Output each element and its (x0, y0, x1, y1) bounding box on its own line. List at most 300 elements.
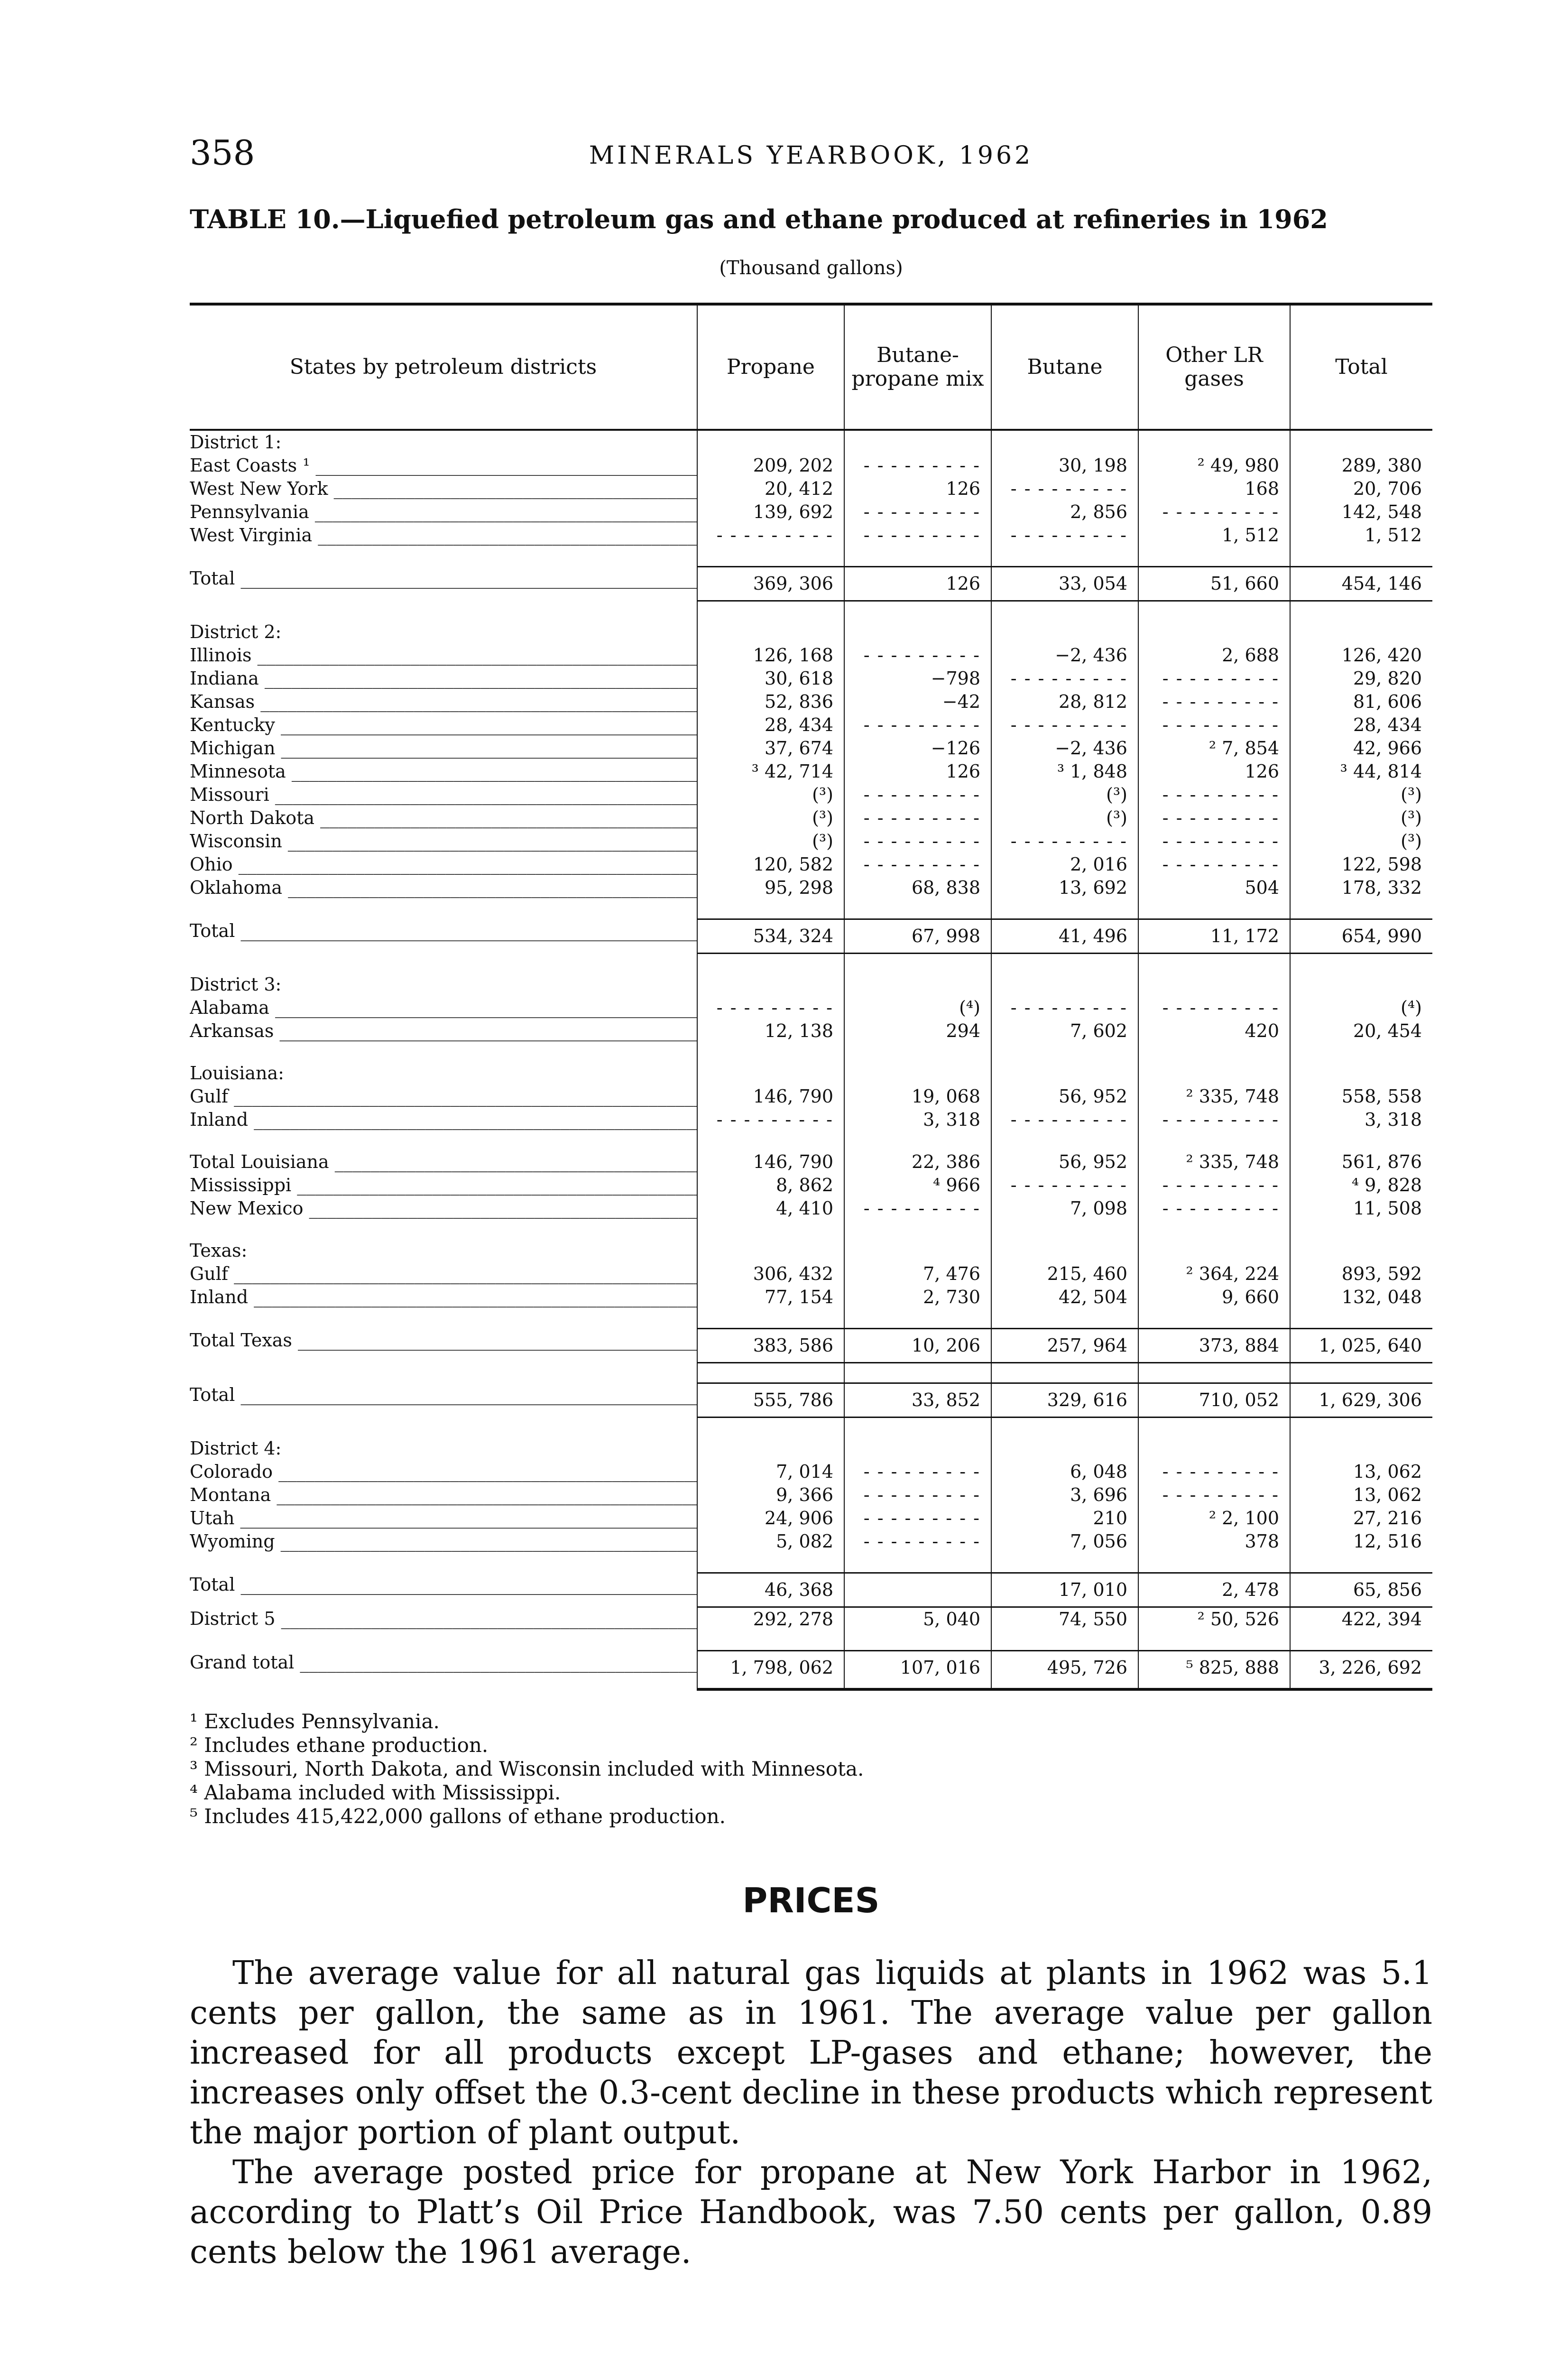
cell-value: - - - - - - - - - (991, 477, 1138, 500)
cell-value: 11, 172 (1138, 919, 1290, 954)
cell-value: - - - - - - - - - (1138, 1460, 1290, 1483)
row-label: Gulf _____ (190, 1085, 697, 1108)
total-row (190, 1651, 1432, 1690)
cell-value: - - - - - - - - - (844, 783, 991, 806)
cell-value: 28, 434 (697, 713, 844, 737)
cell-value: 13, 062 (1290, 1483, 1432, 1507)
table-row (190, 1286, 1432, 1309)
cell-value: 20, 706 (1290, 477, 1432, 500)
cell-value: 52, 836 (697, 690, 844, 713)
cell-value: - - - - - - - - - (991, 667, 1138, 690)
cell-value: 257, 964 (991, 1329, 1138, 1363)
cell-value (991, 621, 1138, 644)
cell-value (844, 430, 991, 454)
footnote: ² Includes ethane production. (190, 1733, 489, 1757)
cell-value: ⁴ 9, 828 (1290, 1174, 1432, 1197)
cell-value (1138, 1062, 1290, 1085)
cell-value: −2, 436 (991, 644, 1138, 667)
cell-value: (³) (991, 806, 1138, 830)
cell-value: - - - - - - - - - (1138, 690, 1290, 713)
cell-value: (⁴) (1290, 996, 1432, 1019)
cell-value: 495, 726 (991, 1651, 1138, 1690)
cell-value: 378 (1138, 1530, 1290, 1553)
cell-value: 126 (844, 760, 991, 783)
table-row (190, 830, 1432, 853)
table-row (190, 454, 1432, 477)
cell-value: 122, 598 (1290, 853, 1432, 876)
table-row (190, 667, 1432, 690)
spacer-row (190, 899, 1432, 919)
table-row (190, 1150, 1432, 1174)
cell-value: - - - - - - - - - (844, 524, 991, 547)
cell-value: 65, 856 (1290, 1573, 1432, 1607)
cell-value: 3, 696 (991, 1483, 1138, 1507)
table-row (190, 500, 1432, 524)
table-row (190, 1460, 1432, 1483)
cell-value: - - - - - - - - - (991, 713, 1138, 737)
total-row (190, 919, 1432, 954)
lpg-production-table (190, 303, 1432, 1691)
cell-value (697, 1239, 844, 1262)
cell-value: 142, 548 (1290, 500, 1432, 524)
cell-value: - - - - - - - - - (1138, 853, 1290, 876)
cell-value: - - - - - - - - - (844, 1460, 991, 1483)
spacer-row (190, 1131, 1432, 1150)
cell-value: (³) (1290, 830, 1432, 853)
table-row (190, 783, 1432, 806)
cell-value (991, 1239, 1138, 1262)
table-row (190, 1607, 1432, 1631)
cell-value: (⁴) (844, 996, 991, 1019)
cell-value: (³) (991, 783, 1138, 806)
cell-value: 126 (1138, 760, 1290, 783)
cell-value: ² 2, 100 (1138, 1507, 1290, 1530)
total-row (190, 567, 1432, 601)
cell-value: 7, 098 (991, 1197, 1138, 1220)
spacer-row (190, 547, 1432, 567)
cell-value: - - - - - - - - - (1138, 783, 1290, 806)
cell-value (1138, 621, 1290, 644)
cell-value: 10, 206 (844, 1329, 991, 1363)
row-label: Total Texas _____ (190, 1329, 697, 1363)
table-row (190, 1108, 1432, 1131)
cell-value: 126 (844, 477, 991, 500)
cell-value: 420 (1138, 1019, 1290, 1043)
cell-value: 558, 558 (1290, 1085, 1432, 1108)
cell-value: - - - - - - - - - (844, 1197, 991, 1220)
row-label: Mississippi _____ (190, 1174, 697, 1197)
cell-value: 12, 516 (1290, 1530, 1432, 1553)
cell-value: ² 49, 980 (1138, 454, 1290, 477)
cell-value: - - - - - - - - - (844, 644, 991, 667)
cell-value: ⁴ 966 (844, 1174, 991, 1197)
row-label: Colorado _____ (190, 1460, 697, 1483)
cell-value: - - - - - - - - - (1138, 996, 1290, 1019)
spacer-row (190, 1043, 1432, 1062)
journal-title: MINERALS YEARBOOK, 1962 (589, 141, 1033, 170)
cell-value: 46, 368 (697, 1573, 844, 1607)
cell-value: - - - - - - - - - (991, 524, 1138, 547)
cell-value: 1, 512 (1290, 524, 1432, 547)
cell-value (844, 973, 991, 996)
row-label: Louisiana: (190, 1063, 284, 1084)
cell-value: 306, 432 (697, 1262, 844, 1286)
table-row (190, 1507, 1432, 1530)
cell-value: (³) (697, 783, 844, 806)
cell-value: - - - - - - - - - (1138, 500, 1290, 524)
total-row (190, 1383, 1432, 1418)
table-row (190, 1085, 1432, 1108)
row-label: North Dakota _____ (190, 806, 697, 830)
cell-value (1138, 1437, 1290, 1460)
total-row (190, 1329, 1432, 1363)
cell-value: 41, 496 (991, 919, 1138, 954)
cell-value (1290, 621, 1432, 644)
cell-value: 4, 410 (697, 1197, 844, 1220)
cell-value: - - - - - - - - - (1138, 1483, 1290, 1507)
row-label: Total Louisiana _____ (190, 1150, 697, 1174)
total-row (190, 1573, 1432, 1607)
table-row (190, 1019, 1432, 1043)
table-row (190, 806, 1432, 830)
cell-value: 19, 068 (844, 1085, 991, 1108)
paragraph: The average posted price for propane at New York Harbor in 1962, according to Platt’s Oil Price Handbook, was 7.50 cents per gallon, 0.89 cents below the 1961 average. (190, 2154, 1432, 2271)
spacer-row (190, 1418, 1432, 1437)
footnote: ⁵ Includes 415,422,000 gallons of ethane production. (190, 1805, 726, 1828)
cell-value (991, 430, 1138, 454)
row-label: Montana _____ (190, 1483, 697, 1507)
cell-value: 77, 154 (697, 1286, 844, 1309)
column-header-total: Total (1290, 304, 1432, 430)
row-label: District 4: (190, 1438, 282, 1459)
cell-value: ³ 1, 848 (991, 760, 1138, 783)
cell-value: - - - - - - - - - (697, 524, 844, 547)
cell-value: 3, 226, 692 (1290, 1651, 1432, 1690)
table-row (190, 853, 1432, 876)
cell-value: −126 (844, 737, 991, 760)
cell-value: 3, 318 (1290, 1108, 1432, 1131)
cell-value (697, 621, 844, 644)
cell-value: 168 (1138, 477, 1290, 500)
cell-value: - - - - - - - - - (844, 1483, 991, 1507)
cell-value: 146, 790 (697, 1085, 844, 1108)
cell-value: 22, 386 (844, 1150, 991, 1174)
row-label: Texas: (190, 1240, 248, 1261)
row-label: Minnesota _____ (190, 760, 697, 783)
cell-value (1290, 973, 1432, 996)
row-label: Total _____ (190, 1573, 697, 1607)
cell-value: 68, 838 (844, 876, 991, 899)
cell-value (1138, 430, 1290, 454)
cell-value: - - - - - - - - - (697, 996, 844, 1019)
cell-value: (³) (1290, 783, 1432, 806)
row-label: Total _____ (190, 567, 697, 601)
cell-value: (³) (697, 806, 844, 830)
cell-value: 67, 998 (844, 919, 991, 954)
cell-value (1290, 1437, 1432, 1460)
footnote: ³ Missouri, North Dakota, and Wisconsin included with Minnesota. (190, 1757, 864, 1780)
cell-value: −42 (844, 690, 991, 713)
cell-value: 28, 434 (1290, 713, 1432, 737)
table-row (190, 690, 1432, 713)
group-header-row (190, 1437, 1432, 1460)
row-label: District 1: (190, 432, 282, 453)
table-body (190, 430, 1432, 1689)
cell-value: ² 335, 748 (1138, 1085, 1290, 1108)
table-row (190, 737, 1432, 760)
row-label: Utah _____ (190, 1507, 697, 1530)
row-label: West Virginia _____ (190, 524, 697, 547)
table-row (190, 996, 1432, 1019)
cell-value: 146, 790 (697, 1150, 844, 1174)
row-label: Alabama _____ (190, 996, 697, 1019)
cell-value: 11, 508 (1290, 1197, 1432, 1220)
cell-value (844, 1437, 991, 1460)
body-text (190, 1954, 1432, 2272)
cell-value: 373, 884 (1138, 1329, 1290, 1363)
cell-value: ⁵ 825, 888 (1138, 1651, 1290, 1690)
cell-value: 7, 014 (697, 1460, 844, 1483)
cell-value: 120, 582 (697, 853, 844, 876)
cell-value: - - - - - - - - - (991, 996, 1138, 1019)
page-number: 358 (190, 133, 255, 173)
spacer-row (190, 1309, 1432, 1329)
cell-value: 210 (991, 1507, 1138, 1530)
row-label: Total _____ (190, 919, 697, 954)
cell-value: - - - - - - - - - (1138, 1197, 1290, 1220)
cell-value (844, 1239, 991, 1262)
cell-value: 24, 906 (697, 1507, 844, 1530)
cell-value: 555, 786 (697, 1383, 844, 1418)
cell-value: 893, 592 (1290, 1262, 1432, 1286)
spacer-row (190, 1363, 1432, 1383)
cell-value: 13, 692 (991, 876, 1138, 899)
cell-value: 12, 138 (697, 1019, 844, 1043)
cell-value: 369, 306 (697, 567, 844, 601)
cell-value: 5, 082 (697, 1530, 844, 1553)
table-row (190, 1483, 1432, 1507)
cell-value: 1, 629, 306 (1290, 1383, 1432, 1418)
cell-value: 329, 616 (991, 1383, 1138, 1418)
paragraph: The average value for all natural gas liquids at plants in 1962 was 5.1 cents per gallon, the same as in 1961. The average value per gallon increased for all products except LP-gases and ethane; however, the increases only offset the 0.3-cent decline in these products which represent the major portion of plant output. (190, 1955, 1432, 2151)
cell-value: 33, 852 (844, 1383, 991, 1418)
table-row (190, 713, 1432, 737)
cell-value: (³) (697, 830, 844, 853)
table-row (190, 1530, 1432, 1553)
cell-value: 215, 460 (991, 1262, 1138, 1286)
row-label: District 3: (190, 974, 282, 995)
cell-value: 74, 550 (991, 1607, 1138, 1631)
cell-value: - - - - - - - - - (991, 830, 1138, 853)
section-heading: PRICES (742, 1881, 880, 1920)
cell-value: - - - - - - - - - (991, 1108, 1138, 1131)
cell-value (844, 1062, 991, 1085)
table-row (190, 1262, 1432, 1286)
cell-value (1290, 430, 1432, 454)
cell-value (1290, 1239, 1432, 1262)
table-row (190, 760, 1432, 783)
row-label: Arkansas _____ (190, 1019, 697, 1043)
spacer-row (190, 954, 1432, 973)
row-label: Total _____ (190, 1383, 697, 1418)
table-row (190, 1197, 1432, 1220)
cell-value (1138, 1239, 1290, 1262)
page (190, 133, 1432, 2372)
cell-value: - - - - - - - - - (1138, 806, 1290, 830)
cell-value: 383, 586 (697, 1329, 844, 1363)
cell-value: - - - - - - - - - (844, 454, 991, 477)
cell-value: ³ 44, 814 (1290, 760, 1432, 783)
cell-value (1290, 1062, 1432, 1085)
cell-value (1138, 973, 1290, 996)
cell-value: 51, 660 (1138, 567, 1290, 601)
running-head (190, 133, 1432, 190)
cell-value (991, 973, 1138, 996)
cell-value: 209, 202 (697, 454, 844, 477)
cell-value: 8, 862 (697, 1174, 844, 1197)
cell-value: 7, 602 (991, 1019, 1138, 1043)
cell-value (697, 1062, 844, 1085)
cell-value: 2, 730 (844, 1286, 991, 1309)
cell-value: 289, 380 (1290, 454, 1432, 477)
cell-value: 6, 048 (991, 1460, 1138, 1483)
cell-value: 95, 298 (697, 876, 844, 899)
cell-value: ² 335, 748 (1138, 1150, 1290, 1174)
cell-value: - - - - - - - - - (844, 806, 991, 830)
cell-value: - - - - - - - - - (697, 1108, 844, 1131)
cell-value: ³ 42, 714 (697, 760, 844, 783)
cell-value: 20, 412 (697, 477, 844, 500)
table-footnotes (190, 1710, 1432, 1828)
cell-value: (³) (1290, 806, 1432, 830)
row-label: Wyoming _____ (190, 1530, 697, 1553)
row-label: New Mexico _____ (190, 1197, 697, 1220)
footnote: ¹ Excludes Pennsylvania. (190, 1710, 440, 1733)
column-header-butane-propane-mix: Butane-propane mix (844, 304, 991, 430)
cell-value: 139, 692 (697, 500, 844, 524)
row-label: Pennsylvania _____ (190, 500, 697, 524)
cell-value: 30, 198 (991, 454, 1138, 477)
table-row (190, 477, 1432, 500)
cell-value: 42, 966 (1290, 737, 1432, 760)
cell-value: - - - - - - - - - (844, 1507, 991, 1530)
cell-value: 9, 660 (1138, 1286, 1290, 1309)
cell-value: 178, 332 (1290, 876, 1432, 899)
cell-value: - - - - - - - - - (844, 500, 991, 524)
footnote: ⁴ Alabama included with Mississippi. (190, 1781, 561, 1804)
table-row (190, 876, 1432, 899)
table-caption: TABLE 10.—Liquefied petroleum gas and ethane produced at refineries in 1962 (190, 204, 1328, 234)
cell-value: 2, 478 (1138, 1573, 1290, 1607)
cell-value: 132, 048 (1290, 1286, 1432, 1309)
cell-value: 294 (844, 1019, 991, 1043)
spacer-row (190, 1220, 1432, 1239)
table-row (190, 1174, 1432, 1197)
table-units: (Thousand gallons) (719, 257, 903, 279)
cell-value: ² 7, 854 (1138, 737, 1290, 760)
row-label: Wisconsin _____ (190, 830, 697, 853)
cell-value: - - - - - - - - - (844, 830, 991, 853)
cell-value: 1, 798, 062 (697, 1651, 844, 1690)
cell-value: 7, 056 (991, 1530, 1138, 1553)
row-label: East Coasts ¹ _____ (190, 454, 697, 477)
row-label: Kansas _____ (190, 690, 697, 713)
cell-value: −2, 436 (991, 737, 1138, 760)
cell-value: 504 (1138, 876, 1290, 899)
cell-value: ² 50, 526 (1138, 1607, 1290, 1631)
cell-value: ² 364, 224 (1138, 1262, 1290, 1286)
row-label: Gulf _____ (190, 1262, 697, 1286)
table-row (190, 644, 1432, 667)
cell-value: 454, 146 (1290, 567, 1432, 601)
column-header-states: States by petroleum districts (190, 304, 697, 430)
cell-value: 81, 606 (1290, 690, 1432, 713)
row-label: Illinois _____ (190, 644, 697, 667)
column-header-butane: Butane (991, 304, 1138, 430)
group-header-row (190, 973, 1432, 996)
row-label: Ohio _____ (190, 853, 697, 876)
column-header-propane: Propane (697, 304, 844, 430)
cell-value: 126, 420 (1290, 644, 1432, 667)
row-label: Oklahoma _____ (190, 876, 697, 899)
cell-value: 126 (844, 567, 991, 601)
cell-value: 1, 025, 640 (1290, 1329, 1432, 1363)
cell-value: 561, 876 (1290, 1150, 1432, 1174)
cell-value (697, 430, 844, 454)
cell-value: 29, 820 (1290, 667, 1432, 690)
spacer-row (190, 1553, 1432, 1573)
table-row (190, 524, 1432, 547)
cell-value: 13, 062 (1290, 1460, 1432, 1483)
row-label: District 5 _____ (190, 1607, 697, 1631)
group-header-row (190, 1239, 1432, 1262)
cell-value: 56, 952 (991, 1150, 1138, 1174)
cell-value (844, 621, 991, 644)
cell-value: - - - - - - - - - (1138, 1174, 1290, 1197)
cell-value: 42, 504 (991, 1286, 1138, 1309)
cell-value: 20, 454 (1290, 1019, 1432, 1043)
cell-value: 422, 394 (1290, 1607, 1432, 1631)
row-label: Grand total _____ (190, 1651, 697, 1690)
cell-value: 7, 476 (844, 1262, 991, 1286)
cell-value: −798 (844, 667, 991, 690)
cell-value: 37, 674 (697, 737, 844, 760)
row-label: Inland _____ (190, 1108, 697, 1131)
cell-value: 17, 010 (991, 1573, 1138, 1607)
cell-value: - - - - - - - - - (844, 713, 991, 737)
cell-value: - - - - - - - - - (844, 1530, 991, 1553)
table-header-row (190, 304, 1432, 430)
cell-value: 27, 216 (1290, 1507, 1432, 1530)
cell-value: 33, 054 (991, 567, 1138, 601)
cell-value: - - - - - - - - - (1138, 1108, 1290, 1131)
cell-value: 2, 016 (991, 853, 1138, 876)
cell-value: - - - - - - - - - (1138, 667, 1290, 690)
cell-value: 107, 016 (844, 1651, 991, 1690)
row-label: West New York _____ (190, 477, 697, 500)
cell-value (697, 1437, 844, 1460)
cell-value: 292, 278 (697, 1607, 844, 1631)
cell-value: 2, 856 (991, 500, 1138, 524)
cell-value: 28, 812 (991, 690, 1138, 713)
cell-value: 2, 688 (1138, 644, 1290, 667)
row-label: Indiana _____ (190, 667, 697, 690)
row-label: Kentucky _____ (190, 713, 697, 737)
group-header-row (190, 1062, 1432, 1085)
spacer-row (190, 601, 1432, 621)
cell-value: 126, 168 (697, 644, 844, 667)
cell-value: 5, 040 (844, 1607, 991, 1631)
